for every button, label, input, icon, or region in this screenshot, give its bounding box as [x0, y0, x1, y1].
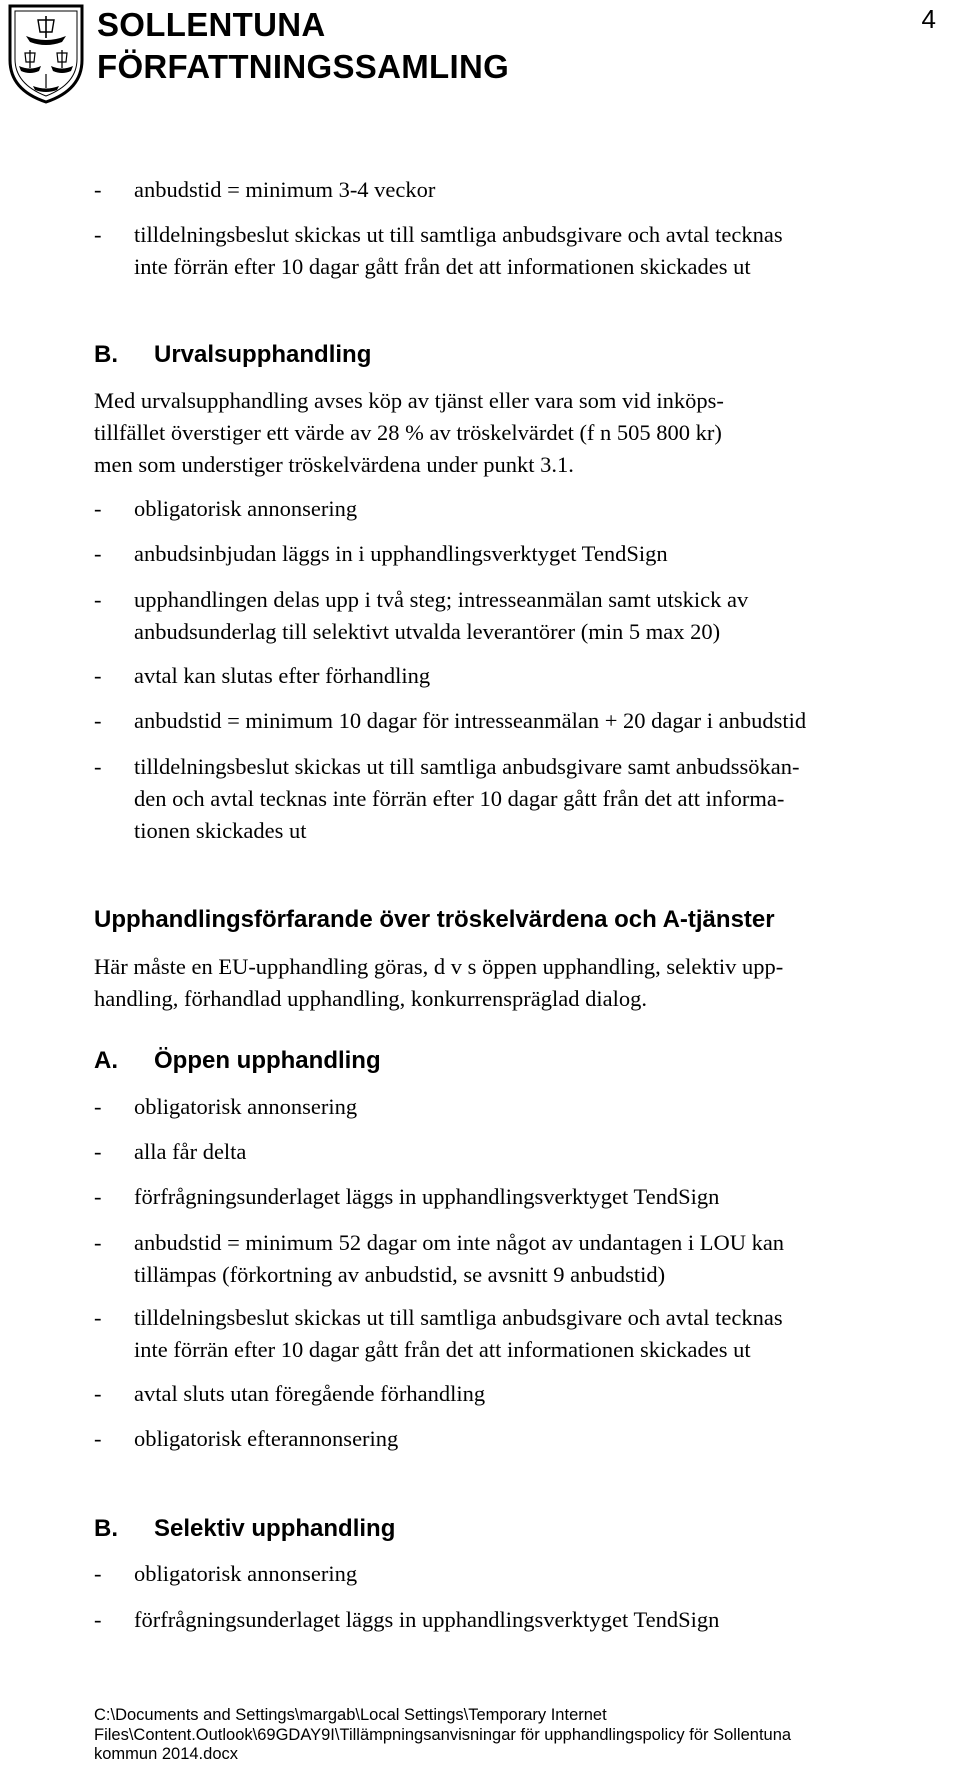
section-heading-over-threshold: Upphandlingsförfarande över tröskelvärdena och A-tjänster: [94, 906, 775, 933]
list-item-text: obligatorisk annonsering: [134, 496, 358, 521]
bullet-dash: -: [94, 496, 102, 521]
list-item: [94, 219, 954, 283]
bullet-dash: -: [94, 1607, 102, 1632]
list-item-text: upphandlingen delas upp i två steg; intresseanmälan samt utskick av anbudsunderlag till selektivt utvalda leverantörer (min 5 max 20): [134, 587, 749, 644]
section-heading-urvalsupphandling: [94, 339, 371, 371]
section-intro-paragraph: Här måste en EU-upphandling göras, d v s öppen upphandling, selektiv upp- handling, förhandlad upphandling, konkurrenspräglad dialog.: [94, 954, 784, 1011]
list-item: [94, 1378, 954, 1410]
page-number: 4: [921, 4, 936, 34]
list-item-text: avtal kan slutas efter förhandling: [134, 663, 431, 688]
heading-letter: B.: [94, 1515, 118, 1542]
heading-title: Urvalsupphandling: [154, 341, 372, 368]
list-item-text: förfrågningsunderlaget läggs in upphandlingsverktyget TendSign: [134, 1184, 720, 1209]
bullet-dash: -: [94, 663, 102, 688]
bullet-dash: -: [94, 1561, 102, 1586]
bullet-dash: -: [94, 587, 102, 612]
intro-paragraph: Med urvalsupphandling avses köp av tjänst eller vara som vid inköps- tillfället överstiger ett värde av 28 % av tröskelvärdet (f n 505 800 kr) men som understiger tröskelvärdena under punkt 3.1.: [94, 388, 724, 477]
list-item: [94, 1423, 954, 1455]
list-item: [94, 705, 954, 737]
org-name: SOLLENTUNA: [97, 6, 326, 43]
list-item: [94, 1227, 954, 1291]
list-item: [94, 1302, 954, 1366]
list-item-text: tilldelningsbeslut skickas ut till samtliga anbudsgivare samt anbudssökan- den och avtal tecknas inte förrän efter 10 dagar gått från det att informa- tionen skickades ut: [134, 754, 800, 843]
list-item: [94, 538, 954, 570]
bullet-dash: -: [94, 708, 102, 733]
list-item-text: obligatorisk efterannonsering: [134, 1426, 399, 1451]
heading-letter: A.: [94, 1047, 118, 1074]
bullet-dash: -: [94, 1305, 102, 1330]
list-item-text: tilldelningsbeslut skickas ut till samtliga anbudsgivare och avtal tecknas inte förrän efter 10 dagar gått från det att informationen skickades ut: [134, 222, 783, 279]
list-item: [94, 1136, 954, 1168]
ship-crest-icon: [6, 2, 86, 106]
list-item-text: obligatorisk annonsering: [134, 1561, 358, 1586]
footer-file-path: C:\Documents and Settings\margab\Local Settings\Temporary Internet Files\Content.Outlook\69GDAY9I\Tillämpningsanvisningar för upphandlingspolicy för Sollentuna kommun 2014.docx: [94, 1706, 792, 1763]
list-item: [94, 174, 954, 206]
list-item-text: anbudsinbjudan läggs in i upphandlingsverktyget TendSign: [134, 541, 668, 566]
section-heading-oppen-upphandling: [94, 1045, 381, 1077]
heading-letter: B.: [94, 341, 118, 368]
bullet-dash: -: [94, 177, 102, 202]
list-item-text: anbudstid = minimum 52 dagar om inte något av undantagen i LOU kan tillämpas (förkortning av anbudstid, se avsnitt 9 anbudstid): [134, 1230, 785, 1287]
list-item-text: avtal sluts utan föregående förhandling: [134, 1381, 486, 1406]
list-item-text: alla får delta: [134, 1139, 247, 1164]
bullet-dash: -: [94, 1230, 102, 1255]
list-item-text: anbudstid = minimum 3-4 veckor: [134, 177, 436, 202]
bullet-dash: -: [94, 754, 102, 779]
bullet-dash: -: [94, 1426, 102, 1451]
list-item-text: förfrågningsunderlaget läggs in upphandlingsverktyget TendSign: [134, 1607, 720, 1632]
heading-title: Öppen upphandling: [154, 1047, 381, 1074]
org-subtitle: FÖRFATTNINGSSAMLING: [97, 48, 510, 85]
bullet-dash: -: [94, 1184, 102, 1209]
section-heading-selektiv-upphandling: [94, 1513, 395, 1545]
bullet-dash: -: [94, 1094, 102, 1119]
bullet-dash: -: [94, 1139, 102, 1164]
heading-title: Selektiv upphandling: [154, 1515, 396, 1542]
list-item: [94, 1181, 954, 1213]
bullet-dash: -: [94, 222, 102, 247]
bullet-dash: -: [94, 541, 102, 566]
list-item: [94, 1558, 954, 1590]
list-item: [94, 1091, 954, 1123]
list-item: [94, 1604, 954, 1636]
bullet-dash: -: [94, 1381, 102, 1406]
list-item: [94, 660, 954, 692]
list-item-text: anbudstid = minimum 10 dagar för intresseanmälan + 20 dagar i anbudstid: [134, 708, 807, 733]
list-item-text: obligatorisk annonsering: [134, 1094, 358, 1119]
list-item: [94, 493, 954, 525]
list-item-text: tilldelningsbeslut skickas ut till samtliga anbudsgivare och avtal tecknas inte förrän efter 10 dagar gått från det att informationen skickades ut: [134, 1305, 783, 1362]
list-item: [94, 751, 954, 847]
list-item: [94, 584, 954, 648]
